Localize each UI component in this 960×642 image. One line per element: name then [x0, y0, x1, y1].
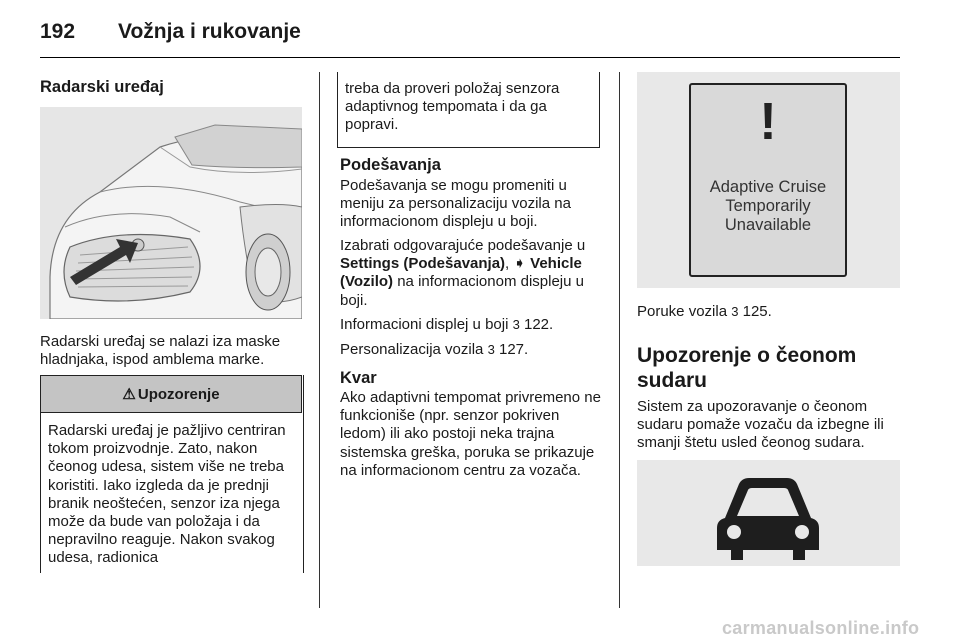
vehicle-ahead-icon [637, 460, 900, 566]
collision-alert-figure [637, 460, 900, 566]
column-divider-1 [319, 72, 320, 608]
warning-text: Radarski uređaj je pažljivo centriran tokom proizvodnje. Zato, nakon čeonog udesa, sistem više ne treba koristiti. Iako izgleda da je prednji branik neoštećen, senzor iza njega može da bude van položaja i da nepravilno reaguje. Nakon svakog udesa, radionica [48, 422, 286, 567]
warning-triangle-icon: ⚠ [122, 386, 136, 403]
fault-text: Ako adaptivni tempomat privremeno ne funkcioniše (npr. senzor pokriven ledom) ili ako postoji neka trajna sistemska greška, poruka se prikazuje na informacionom centru za vozača. [340, 389, 601, 479]
page-number: 192 [40, 20, 76, 43]
section-title-radar: Radarski uređaj [40, 78, 164, 96]
warning-title: Upozorenje [137, 385, 220, 403]
display-line-3: Unavailable [724, 216, 812, 234]
ref-personalization-page[interactable]: 127. [498, 341, 529, 358]
page-reference-icon: 3 [512, 317, 520, 332]
settings-title: Podešavanja [340, 156, 441, 174]
warning-header [40, 375, 302, 413]
ref-color-display [340, 316, 602, 334]
settings-menu-name: Settings (Podešavanja) [340, 255, 506, 273]
exclamation-icon: ! [759, 93, 777, 151]
section-title-line-1: Upozorenje o čeonom [637, 344, 857, 367]
settings-p2-pre: Izabrati odgovarajuće podešavanje u [340, 237, 586, 254]
ref-color-display-text: Informacioni displej u boji [340, 316, 509, 333]
display-line-1: Adaptive Cruise [709, 178, 827, 196]
page-reference-icon: 3 [487, 342, 495, 357]
vehicle-menu-name: Vehicle (Vozilo) [340, 255, 582, 291]
column-divider-2 [619, 72, 620, 608]
page-reference-icon: 3 [731, 304, 739, 319]
menu-arrow-icon: ➧ [513, 255, 526, 273]
ref-vehicle-messages-page[interactable]: 125. [742, 303, 772, 320]
warning-continued-text: treba da proveri položaj senzora adaptivnog tempomata i da ga popravi. [345, 80, 560, 134]
header-rule [40, 57, 900, 58]
display-line-2: Temporarily [725, 197, 811, 215]
driver-info-display-figure [637, 72, 900, 288]
ref-color-display-page[interactable]: 122. [524, 316, 554, 333]
radar-caption: Radarski uređaj se nalazi iza maske hladnjaka, ispod amblema marke. [40, 333, 281, 369]
section-title-line-2: sudaru [637, 369, 708, 392]
settings-paragraph-1: Podešavanja se mogu promeniti u meniju za personalizaciju vozila na informacionom displeju u boji. [340, 177, 571, 231]
settings-paragraph-2 [340, 237, 606, 310]
ref-vehicle-personalization [340, 341, 602, 359]
watermark: carmanualsonline.info [722, 618, 920, 638]
settings-p2-sep: , [505, 255, 514, 273]
ref-vehicle-messages [637, 303, 900, 321]
chapter-title: Vožnja i rukovanje [118, 20, 301, 43]
settings-p2-post: na informacionom displeju u boji. [340, 273, 584, 309]
ref-vehicle-messages-text: Poruke vozila [637, 303, 728, 320]
car-radar-illustration [40, 107, 302, 319]
section-title-collision-alert [637, 343, 900, 393]
car-front-image [40, 107, 302, 319]
display-message [689, 178, 847, 235]
collision-alert-text: Sistem za upozoravanje o čeonom sudaru pomaže vozaču da izbegne ili smanji štetu usled čeonog sudara. [637, 398, 884, 452]
ref-personalization-text: Personalizacija vozila [340, 341, 484, 358]
fault-title: Kvar [340, 369, 377, 387]
